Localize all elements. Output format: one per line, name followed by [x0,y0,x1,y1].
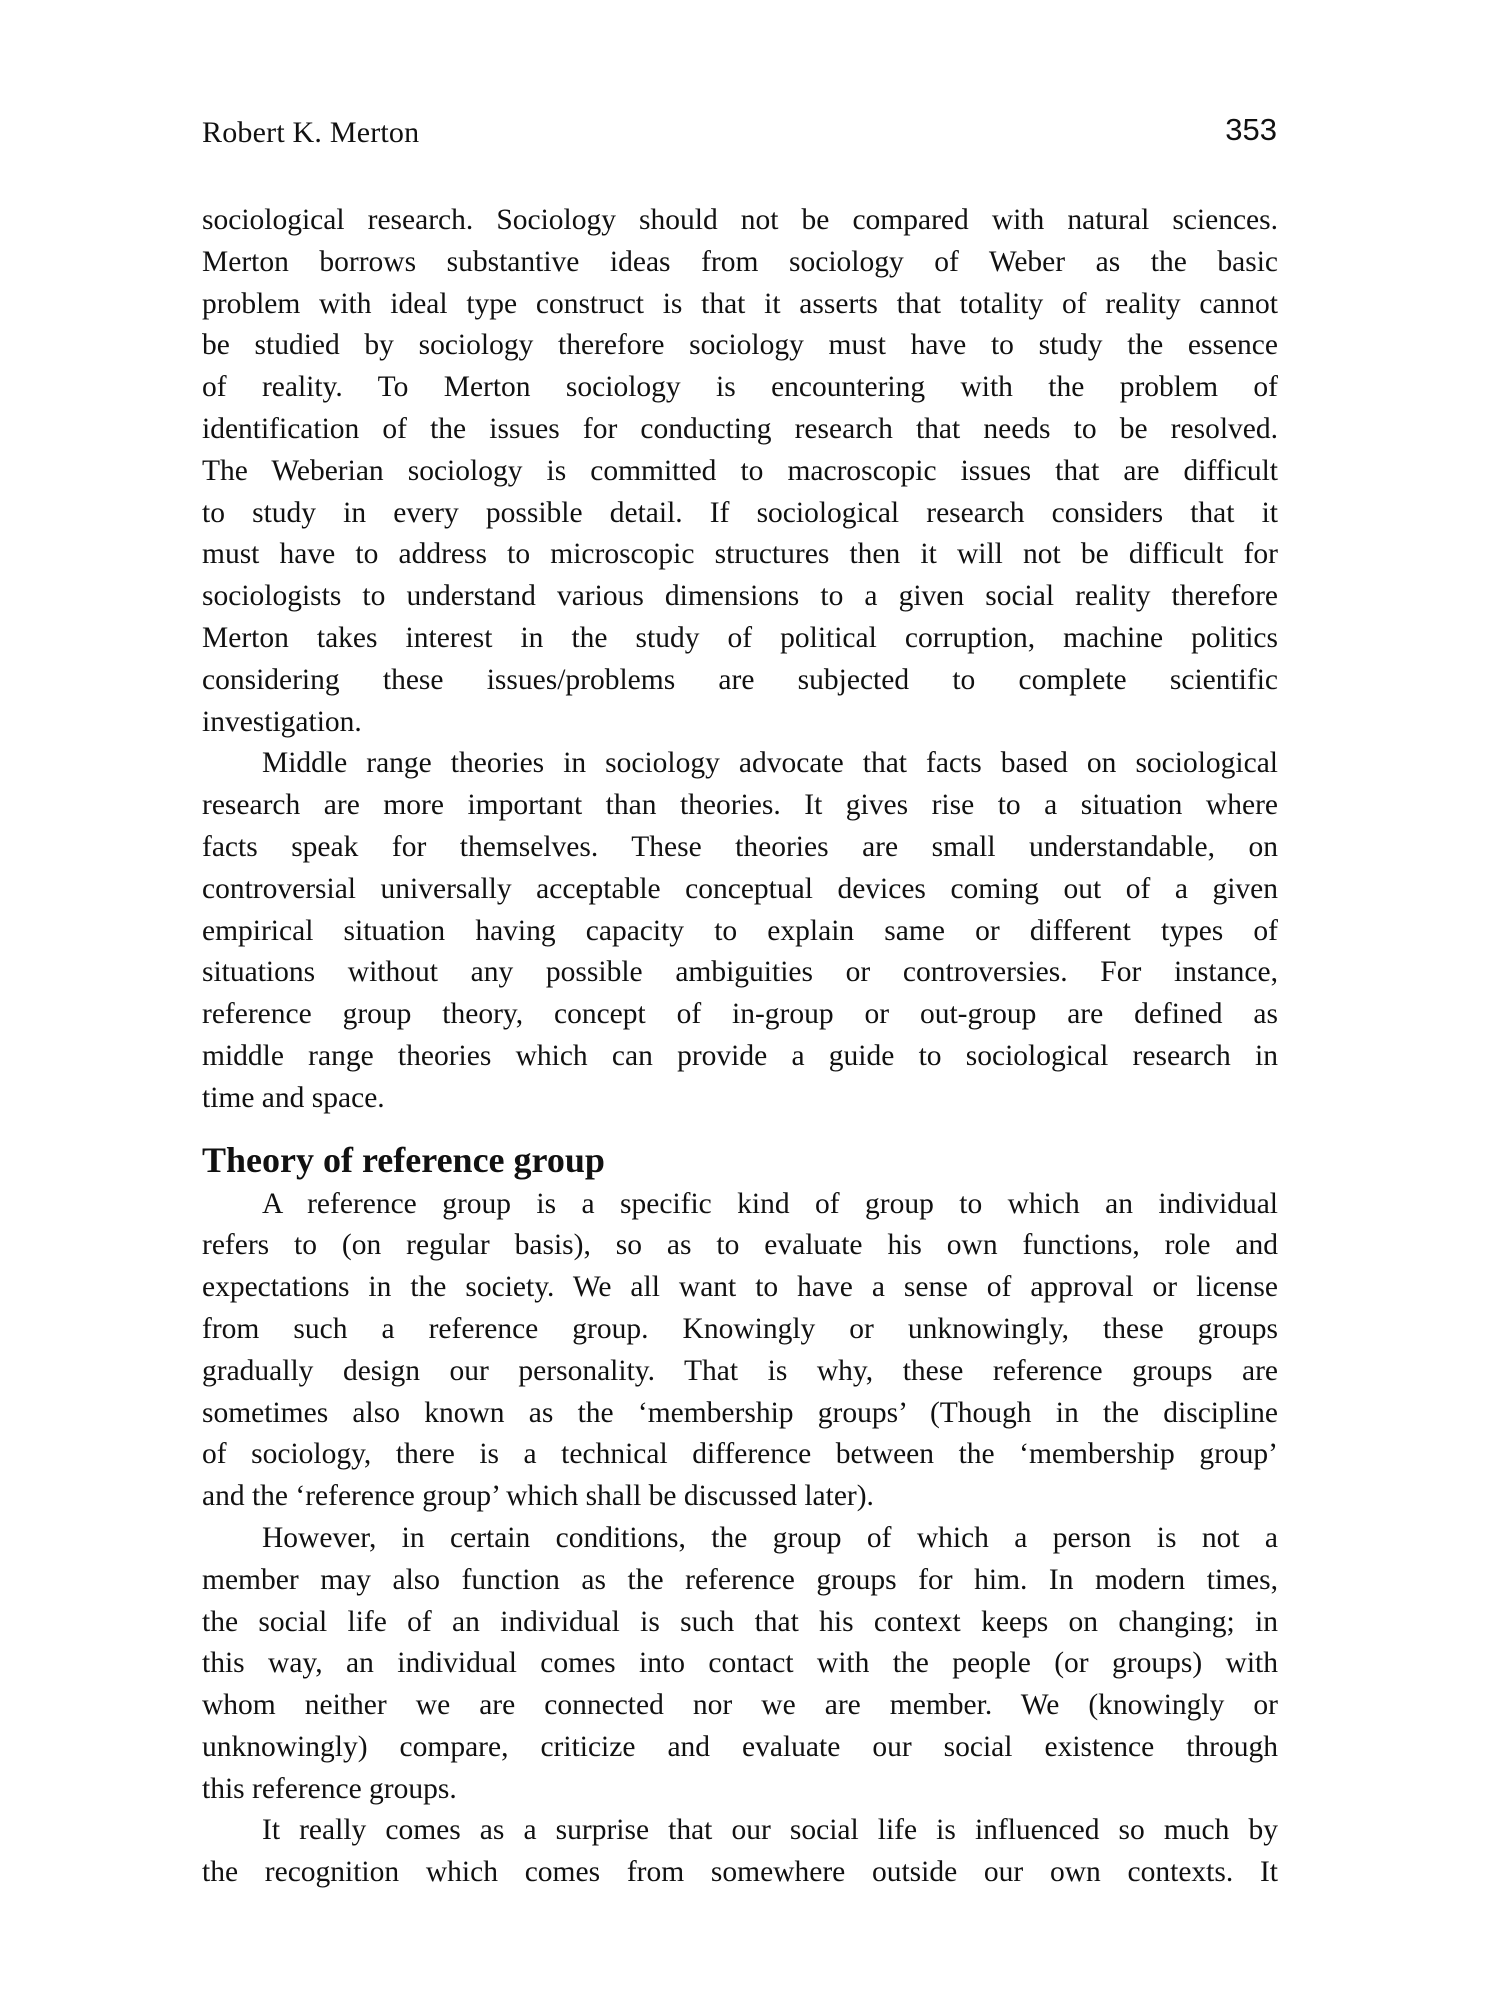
text-line: Merton takes interest in the study of political corruption, machine politics [202,621,1278,654]
page-number: 353 [1225,112,1277,147]
text-line: gradually design our personality. That is why, these reference groups are [202,1354,1278,1387]
text-line: expectations in the society. We all want to have a sense of approval or license [202,1271,1278,1304]
text-line: sometimes also known as the ‘membership groups’ (Though in the discipline [202,1396,1278,1429]
paragraph-2 [202,743,1278,1119]
text-line: of reality. To Merton sociology is encountering with the problem of [202,371,1278,404]
section-heading: Theory of reference group [202,1139,605,1180]
text-line: research are more important than theories. It gives rise to a situation where [202,789,1278,822]
text-line: controversial universally acceptable conceptual devices coming out of a given [202,872,1278,905]
text-line: must have to address to microscopic structures then it will not be difficult for [202,538,1278,571]
text-line: The Weberian sociology is committed to macroscopic issues that are difficult [202,454,1278,487]
text-line: time and space. [202,1081,385,1114]
text-line: identification of the issues for conducting research that needs to be resolved. [202,412,1278,445]
text-line: reference group theory, concept of in-group or out-group are defined as [202,998,1278,1031]
text-line: the recognition which comes from somewhere outside our own contexts. It [202,1856,1278,1889]
text-line: Merton borrows substantive ideas from sociology of Weber as the basic [202,245,1278,278]
running-head-title: Robert K. Merton [202,116,420,149]
text-line: investigation. [202,705,362,738]
text-line: be studied by sociology therefore sociology must have to study the essence [202,329,1278,362]
text-line: considering these issues/problems are subjected to complete scientific [202,663,1278,696]
text-line: Middle range theories in sociology advocate that facts based on sociological [262,747,1278,780]
text-line: and the ‘reference group’ which shall be discussed later). [202,1480,874,1513]
text-line: from such a reference group. Knowingly or unknowingly, these groups [202,1312,1278,1345]
text-line: sociologists to understand various dimensions to a given social reality therefore [202,580,1278,613]
text-line: refers to (on regular basis), so as to evaluate his own functions, role and [202,1229,1278,1262]
text-line: of sociology, there is a technical difference between the ‘membership group’ [202,1438,1278,1471]
text-line: A reference group is a specific kind of group to which an individual [262,1187,1278,1220]
paragraph-1 [202,200,1278,743]
section-paragraph-1 [202,1184,1278,1518]
text-line: this way, an individual comes into contact with the people (or groups) with [202,1647,1278,1680]
text-line: the social life of an individual is such that his context keeps on changing; in [202,1605,1278,1638]
section-paragraph-3 [202,1810,1278,1894]
text-line: situations without any possible ambiguities or controversies. For instance, [202,956,1278,989]
text-line: this reference groups. [202,1772,457,1805]
text-line: middle range theories which can provide a guide to sociological research in [202,1039,1278,1072]
text-line: problem with ideal type construct is that it asserts that totality of reality cannot [202,287,1278,320]
text-line: whom neither we are connected nor we are member. We (knowingly or [202,1689,1278,1722]
text-line: sociological research. Sociology should not be compared with natural sciences. [202,204,1278,236]
text-line: It really comes as a surprise that our social life is influenced so much by [262,1814,1278,1847]
text-line: facts speak for themselves. These theories are small understandable, on [202,830,1278,863]
text-line: to study in every possible detail. If sociological research considers that it [202,496,1278,529]
text-line: member may also function as the reference groups for him. In modern times, [202,1563,1278,1596]
body-text [202,200,1278,1894]
text-line: unknowingly) compare, criticize and evaluate our social existence through [202,1730,1278,1763]
section-paragraph-2 [202,1518,1278,1811]
text-line: empirical situation having capacity to explain same or different types of [202,914,1278,947]
text-line: However, in certain conditions, the group of which a person is not a [262,1521,1278,1554]
